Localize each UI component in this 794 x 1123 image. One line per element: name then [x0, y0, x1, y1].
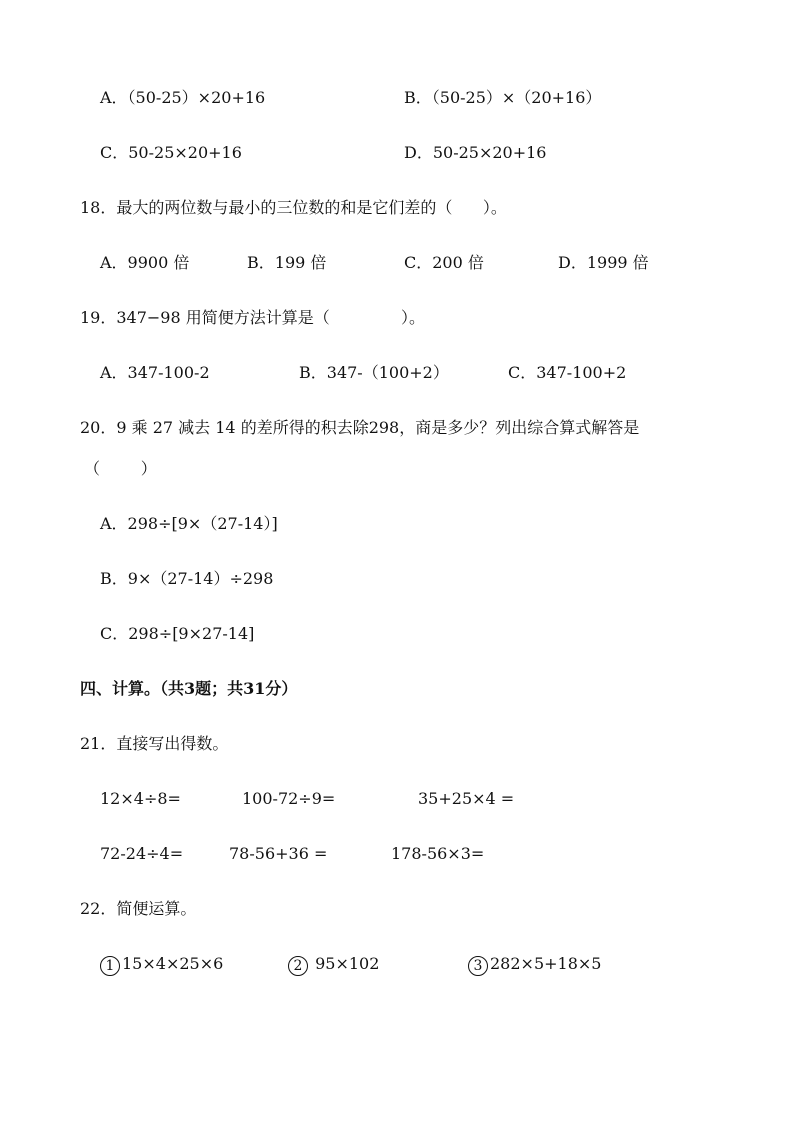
q22-stem: 22．简便运算。 [80, 899, 197, 918]
q21-item: 72-24÷4= [100, 844, 184, 863]
circled-number: 2 [288, 956, 308, 976]
q19-option-a: A．347-100-2 [100, 363, 210, 382]
q20-stem-line2: （ ） [84, 459, 157, 478]
q22-item-2 [288, 953, 379, 976]
q21-item: 178-56×3= [391, 844, 485, 863]
q21-stem: 21．直接写出得数。 [80, 734, 229, 753]
q19-stem: 19．347−98 用简便方法计算是（ ）。 [80, 308, 425, 327]
q19-option-c: C．347-100+2 [508, 363, 627, 382]
q18-option-a: A．9900 倍 [100, 253, 190, 272]
q21-item: 35+25×4 = [418, 789, 515, 808]
q22-expression: 15×4×25×6 [122, 954, 224, 973]
circled-number: 1 [100, 956, 120, 976]
q18-option-d: D．1999 倍 [558, 253, 649, 272]
q20-option-b: B．9×（27-14）÷298 [100, 569, 274, 588]
q18-stem: 18．最大的两位数与最小的三位数的和是它们差的（ ）。 [80, 198, 507, 217]
q17-option-a: A．（50-25）×20+16 [100, 88, 266, 107]
q22-expression: 95×102 [315, 954, 380, 973]
q21-item: 78-56+36 = [229, 844, 328, 863]
q17-option-c: C．50-25×20+16 [100, 143, 242, 162]
q20-option-a: A．298÷[9×（27-14）] [100, 514, 278, 533]
circled-number: 3 [468, 956, 488, 976]
q19-option-b: B．347-（100+2） [299, 363, 449, 382]
q22-item-1 [100, 953, 223, 976]
section-heading: 四、计算。（共3题；共31分） [80, 679, 298, 698]
q22-item-3 [468, 953, 601, 976]
q21-item: 100-72÷9= [242, 789, 336, 808]
q17-option-d: D．50-25×20+16 [404, 143, 547, 162]
q20-stem-line1: 20．9 乘 27 减去 14 的差所得的积去除298，商是多少？列出综合算式解答是 [80, 418, 640, 437]
q18-option-c: C．200 倍 [404, 253, 484, 272]
q18-option-b: B．199 倍 [247, 253, 327, 272]
q17-option-b: B．（50-25）×（20+16） [404, 88, 602, 107]
q20-option-c: C．298÷[9×27-14] [100, 624, 255, 643]
q21-item: 12×4÷8= [100, 789, 181, 808]
q22-expression: 282×5+18×5 [490, 954, 602, 973]
